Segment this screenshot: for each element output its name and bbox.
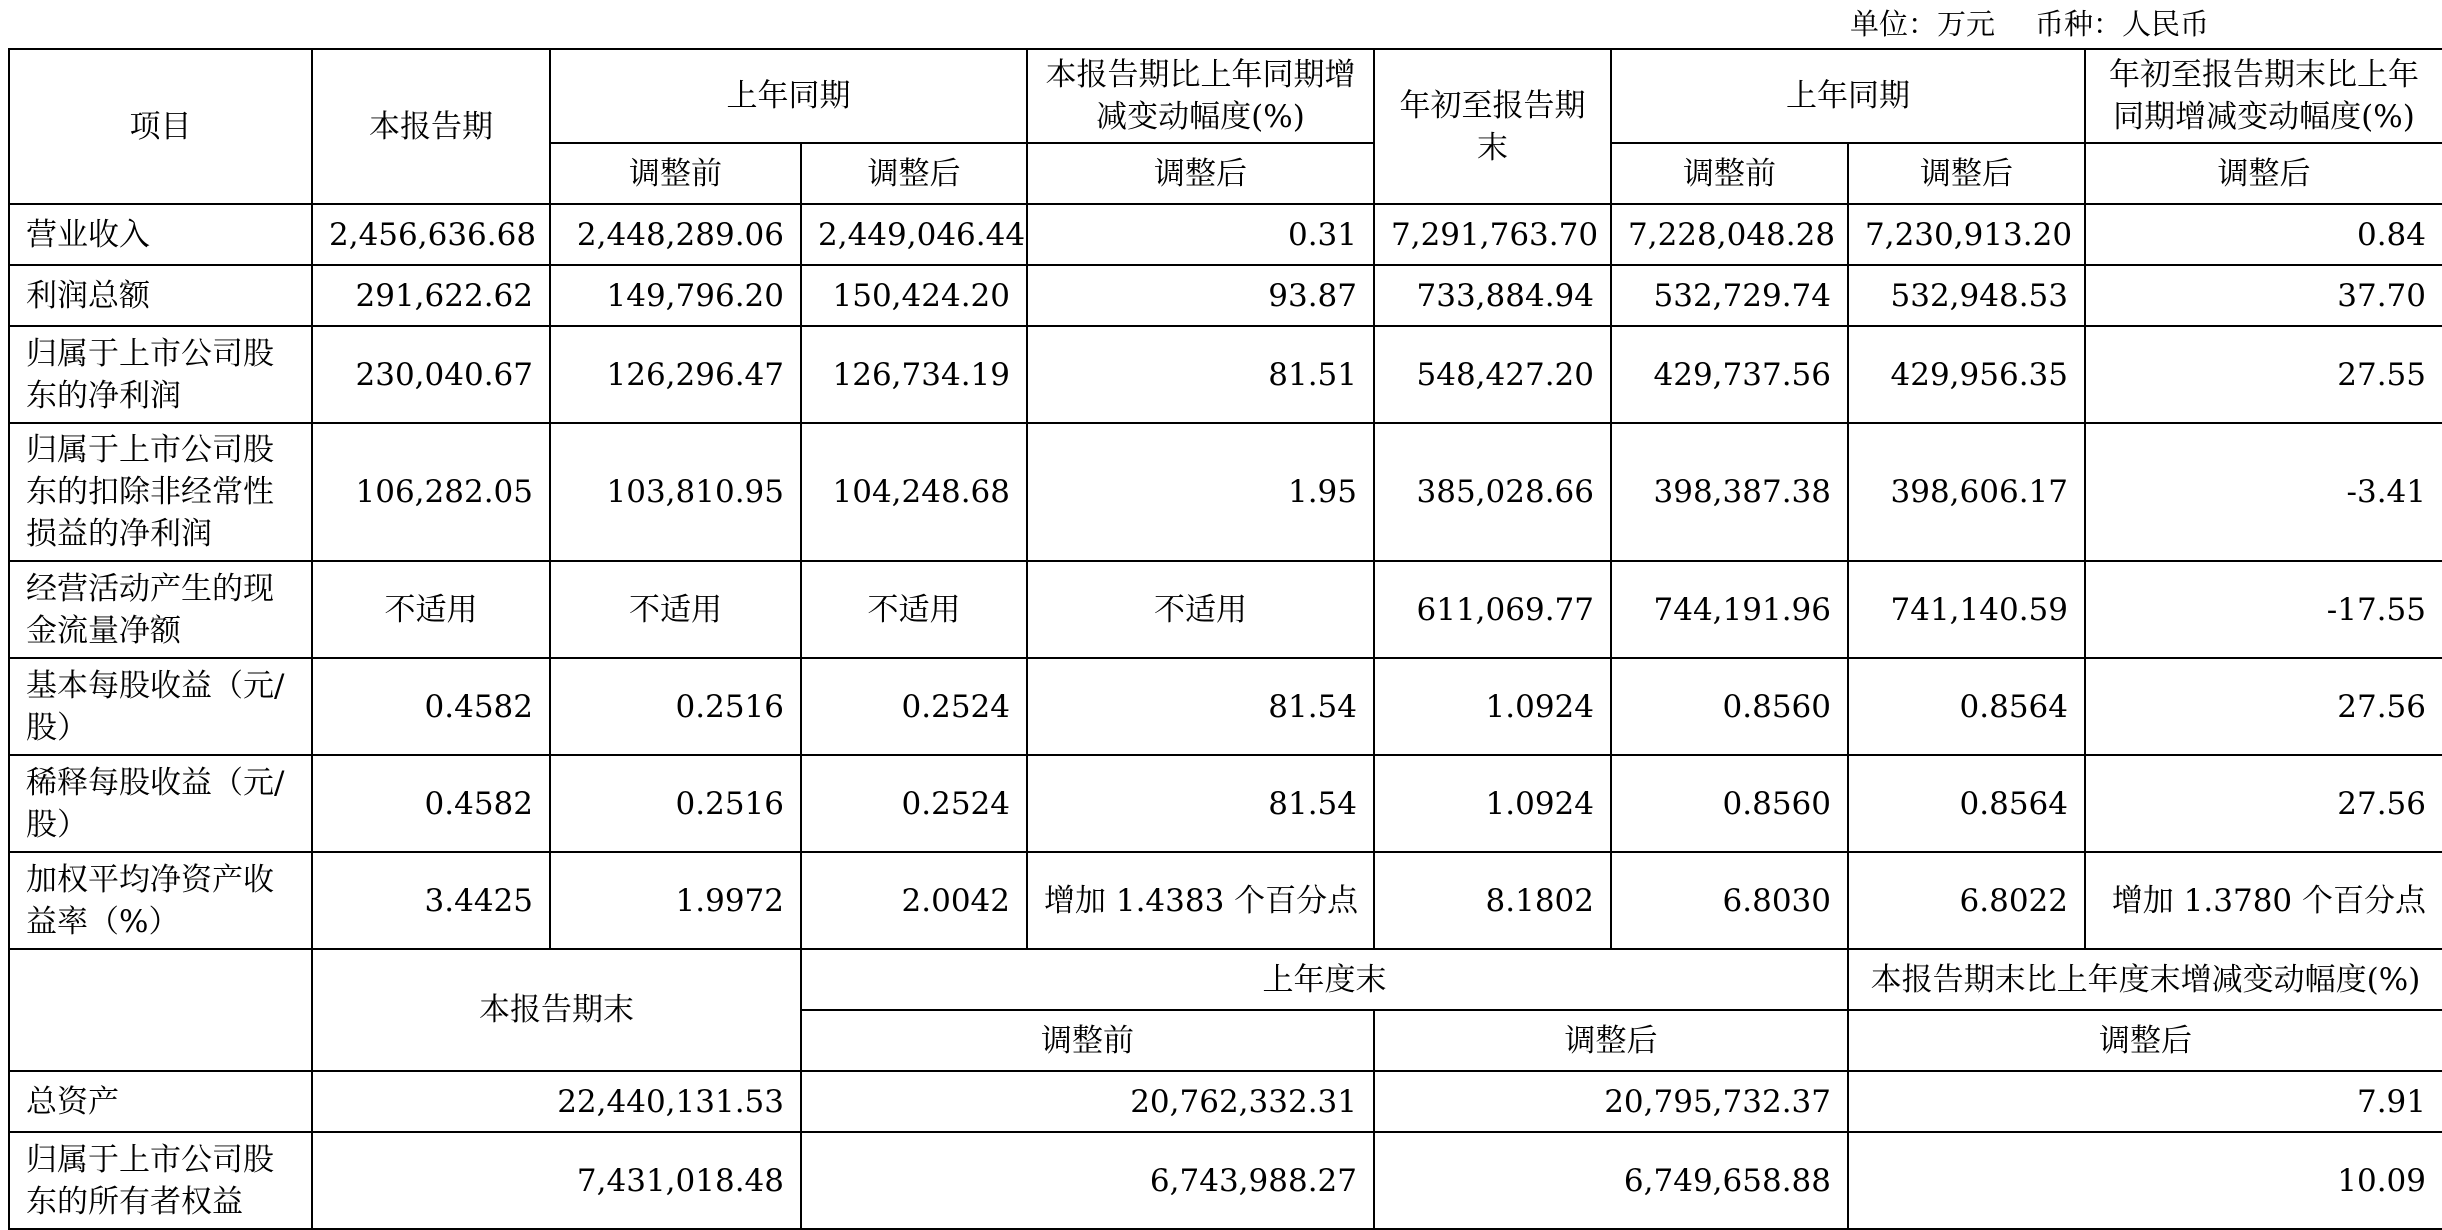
table-row: [9, 1132, 2442, 1229]
cell-value: 733,884.94: [1374, 265, 1611, 326]
balance-header-period-end: 本报告期末: [312, 949, 801, 1071]
cell-value: 2,456,636.68: [312, 204, 550, 265]
row-label: 经营活动产生的现金流量净额: [9, 561, 312, 658]
row-label: 归属于上市公司股东的所有者权益: [9, 1132, 312, 1229]
cell-value: 0.31: [1027, 204, 1374, 265]
cell-value: 150,424.20: [801, 265, 1027, 326]
row-label: 归属于上市公司股东的扣除非经常性损益的净利润: [9, 423, 312, 561]
cell-value: 1.95: [1027, 423, 1374, 561]
cell-value: 398,387.38: [1611, 423, 1848, 561]
cell-value: 增加 1.4383 个百分点: [1027, 852, 1374, 949]
cell-value: 0.8564: [1848, 658, 2085, 755]
cell-value: 532,729.74: [1611, 265, 1848, 326]
row-label: 总资产: [9, 1071, 312, 1132]
cell-value: 22,440,131.53: [312, 1071, 801, 1132]
cell-value: 7,228,048.28: [1611, 204, 1848, 265]
cell-value: 增加 1.3780 个百分点: [2085, 852, 2442, 949]
row-label: 利润总额: [9, 265, 312, 326]
cell-value: 1.0924: [1374, 658, 1611, 755]
cell-value: 291,622.62: [312, 265, 550, 326]
cell-value: 126,296.47: [550, 326, 801, 423]
table-row: [9, 265, 2442, 326]
cell-value: 0.8564: [1848, 755, 2085, 852]
header-item: 项目: [9, 49, 312, 204]
balance-header-prior-year-end: 上年度末: [801, 949, 1848, 1010]
row-label: 营业收入: [9, 204, 312, 265]
cell-value: 0.2516: [550, 658, 801, 755]
cell-value: 3.4425: [312, 852, 550, 949]
balance-header-blank: [9, 949, 312, 1071]
table-row: [9, 1071, 2442, 1132]
cell-value: -17.55: [2085, 561, 2442, 658]
row-label: 加权平均净资产收益率（%）: [9, 852, 312, 949]
header-current-period: 本报告期: [312, 49, 550, 204]
cell-value: 126,734.19: [801, 326, 1027, 423]
cell-value: 2,449,046.44: [801, 204, 1027, 265]
balance-header-change: 本报告期末比上年度末增减变动幅度(%): [1848, 949, 2442, 1010]
header-row-1: [9, 49, 2442, 143]
cell-value: 81.54: [1027, 658, 1374, 755]
cell-value: 398,606.17: [1848, 423, 2085, 561]
cell-value: 20,795,732.37: [1374, 1071, 1848, 1132]
cell-value: 6,749,658.88: [1374, 1132, 1848, 1229]
balance-header-before-adjustment: 调整前: [801, 1010, 1374, 1071]
header-ytd: 年初至报告期末: [1374, 49, 1611, 204]
cell-value: 385,028.66: [1374, 423, 1611, 561]
header-after-adjustment: 调整后: [801, 143, 1027, 204]
table-row: [9, 204, 2442, 265]
cell-value: 744,191.96: [1611, 561, 1848, 658]
cell-value: 548,427.20: [1374, 326, 1611, 423]
header-after-adjustment-change: 调整后: [1027, 143, 1374, 204]
unit-line: [1850, 4, 2270, 44]
cell-value: 0.4582: [312, 755, 550, 852]
cell-value: 不适用: [550, 561, 801, 658]
cell-value: 37.70: [2085, 265, 2442, 326]
cell-value: 741,140.59: [1848, 561, 2085, 658]
cell-value: 149,796.20: [550, 265, 801, 326]
balance-header-after-adjustment: 调整后: [1374, 1010, 1848, 1071]
cell-value: 103,810.95: [550, 423, 801, 561]
row-label: 稀释每股收益（元/股）: [9, 755, 312, 852]
cell-value: 7.91: [1848, 1071, 2442, 1132]
cell-value: 0.8560: [1611, 658, 1848, 755]
header-prior-year-same-period: 上年同期: [550, 49, 1027, 143]
cell-value: 0.2516: [550, 755, 801, 852]
unit-label: 单位：万元: [1850, 7, 1996, 41]
cell-value: 230,040.67: [312, 326, 550, 423]
table-row: [9, 755, 2442, 852]
table-row: [9, 561, 2442, 658]
cell-value: 7,291,763.70: [1374, 204, 1611, 265]
cell-value: 429,956.35: [1848, 326, 2085, 423]
header-before-adjustment-2: 调整前: [1611, 143, 1848, 204]
balance-header-row-1: [9, 949, 2442, 1010]
cell-value: 27.56: [2085, 755, 2442, 852]
cell-value: 1.0924: [1374, 755, 1611, 852]
cell-value: 81.54: [1027, 755, 1374, 852]
row-label: 基本每股收益（元/股）: [9, 658, 312, 755]
cell-value: 2,448,289.06: [550, 204, 801, 265]
cell-value: 0.4582: [312, 658, 550, 755]
cell-value: 93.87: [1027, 265, 1374, 326]
balance-header-after-adjustment-change: 调整后: [1848, 1010, 2442, 1071]
table-row: [9, 326, 2442, 423]
header-after-adjustment-2: 调整后: [1848, 143, 2085, 204]
cell-value: 不适用: [312, 561, 550, 658]
cell-value: 6.8030: [1611, 852, 1848, 949]
cell-value: 20,762,332.31: [801, 1071, 1374, 1132]
cell-value: 81.51: [1027, 326, 1374, 423]
cell-value: -3.41: [2085, 423, 2442, 561]
table-row: [9, 658, 2442, 755]
row-label: 归属于上市公司股东的净利润: [9, 326, 312, 423]
cell-value: 0.2524: [801, 755, 1027, 852]
cell-value: 27.55: [2085, 326, 2442, 423]
cell-value: 106,282.05: [312, 423, 550, 561]
table-row: [9, 852, 2442, 949]
cell-value: 532,948.53: [1848, 265, 2085, 326]
cell-value: 7,230,913.20: [1848, 204, 2085, 265]
header-period-change: 本报告期比上年同期增减变动幅度(%): [1027, 49, 1374, 143]
cell-value: 10.09: [1848, 1132, 2442, 1229]
cell-value: 6,743,988.27: [801, 1132, 1374, 1229]
cell-value: 27.56: [2085, 658, 2442, 755]
header-before-adjustment: 调整前: [550, 143, 801, 204]
cell-value: 8.1802: [1374, 852, 1611, 949]
cell-value: 6.8022: [1848, 852, 2085, 949]
cell-value: 0.8560: [1611, 755, 1848, 852]
cell-value: 2.0042: [801, 852, 1027, 949]
cell-value: 不适用: [801, 561, 1027, 658]
cell-value: 104,248.68: [801, 423, 1027, 561]
cell-value: 7,431,018.48: [312, 1132, 801, 1229]
cell-value: 0.84: [2085, 204, 2442, 265]
cell-value: 1.9972: [550, 852, 801, 949]
header-after-adjustment-change-2: 调整后: [2085, 143, 2442, 204]
cell-value: 不适用: [1027, 561, 1374, 658]
table-row: [9, 423, 2442, 561]
cell-value: 0.2524: [801, 658, 1027, 755]
header-ytd-change: 年初至报告期末比上年同期增减变动幅度(%): [2085, 49, 2442, 143]
financial-data-table: [8, 48, 2442, 1230]
cell-value: 611,069.77: [1374, 561, 1611, 658]
header-prior-year-same-period-2: 上年同期: [1611, 49, 2085, 143]
cell-value: 429,737.56: [1611, 326, 1848, 423]
currency-label: 币种：人民币: [2035, 7, 2210, 41]
